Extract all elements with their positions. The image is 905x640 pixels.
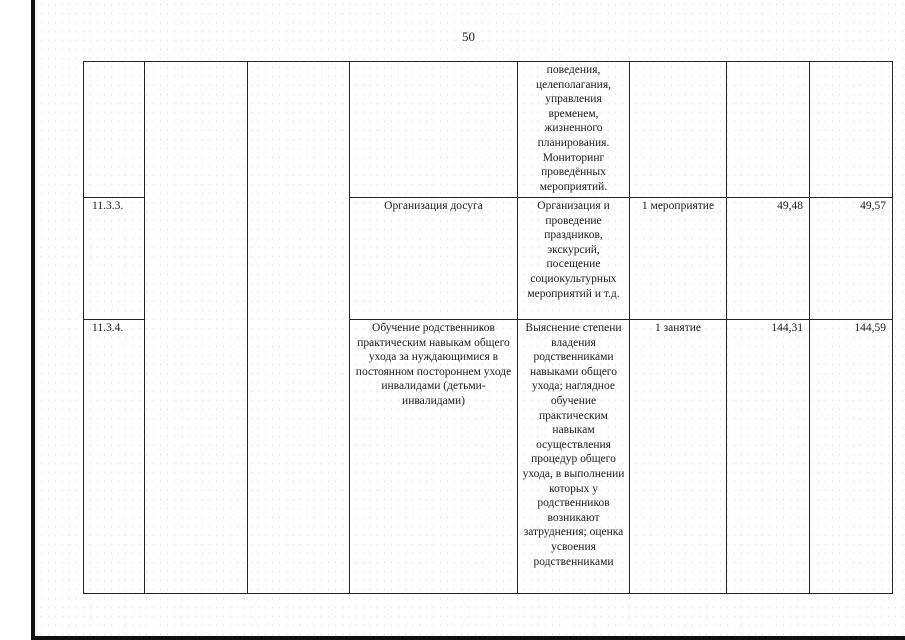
merged-column-cell bbox=[145, 62, 248, 594]
row-number-cell bbox=[84, 62, 145, 198]
value-cell bbox=[727, 62, 810, 198]
unit-cell bbox=[630, 62, 727, 198]
table-row bbox=[84, 62, 893, 198]
value-cell: 49,48 bbox=[727, 198, 810, 320]
unit-cell: 1 мероприятие bbox=[630, 198, 727, 320]
service-description-cell: Выяснение степени владения родственниками навыками общего ухода; наглядное обучение практическим навыкам осуществления процедур общего ухода, в выполнении которых у родственников возникают затруднения; оценка усвоения родственниками bbox=[518, 320, 630, 594]
scan-left-edge bbox=[0, 0, 34, 640]
service-description-cell: Организация и проведение праздников, экскурсий, посещение социокультурных мероприятий и т.д. bbox=[518, 198, 630, 320]
row-number-cell: 11.3.4. bbox=[84, 320, 145, 594]
value-cell: 49,57 bbox=[810, 198, 893, 320]
service-description-cell: поведения, целеполагания, управления временем, жизненного планирования. Мониторинг проведённых мероприятий. bbox=[518, 62, 630, 198]
unit-cell: 1 занятие bbox=[630, 320, 727, 594]
value-cell bbox=[810, 62, 893, 198]
value-cell: 144,31 bbox=[727, 320, 810, 594]
row-number-cell: 11.3.3. bbox=[84, 198, 145, 320]
value-cell: 144,59 bbox=[810, 320, 893, 594]
merged-column-cell bbox=[248, 62, 350, 594]
page-number: 50 bbox=[462, 29, 475, 44]
service-name-cell: Обучение родственников практическим навыкам общего ухода за нуждающимися в постоянном постороннем уходе инвалидами (детьми-инвалидами) bbox=[350, 320, 518, 594]
service-name-cell: Организация досуга bbox=[350, 198, 518, 320]
service-name-cell bbox=[350, 62, 518, 198]
scan-bottom-edge bbox=[34, 636, 905, 640]
services-table bbox=[83, 61, 893, 594]
